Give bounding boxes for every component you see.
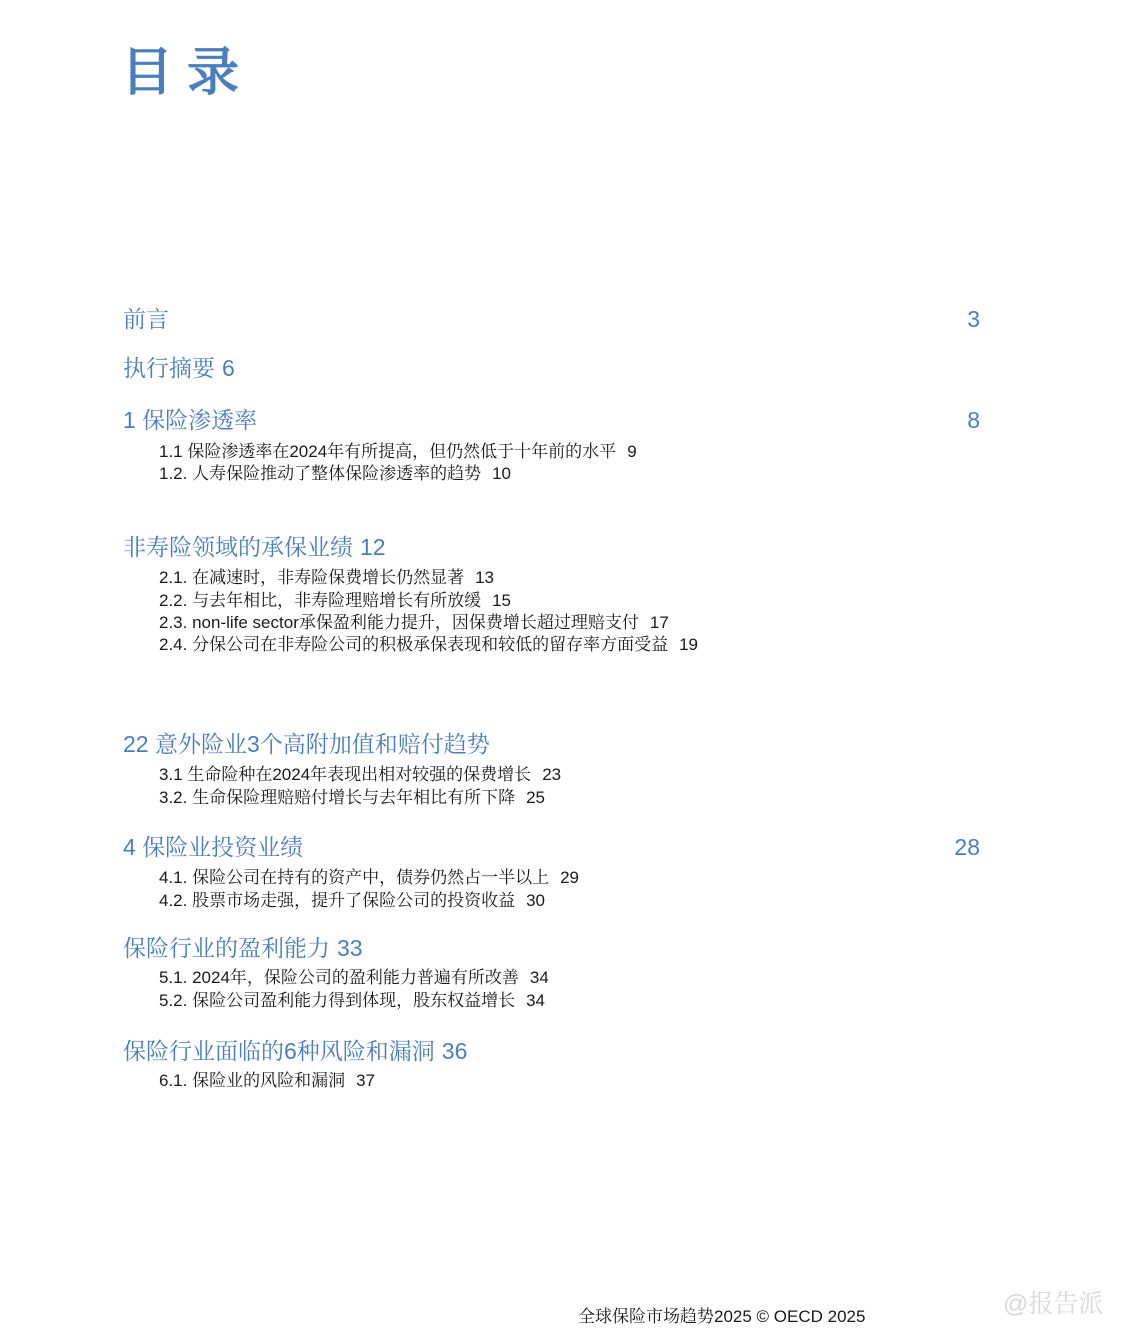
toc-entry-label: 非寿险领域的承保业绩 [123,534,353,560]
toc-page-number: 6 [222,355,235,381]
toc-entry-label: 4.2. 股票市场走强，提升了保险公司的投资收益 [159,891,516,910]
toc-page-number: 15 [492,591,511,610]
toc-entry-label: 保险行业面临的6种风险和漏洞 [123,1038,435,1064]
toc-entry-3-2[interactable] [123,787,980,809]
toc-entry-5-1[interactable] [123,967,980,989]
toc-entry-label: 1.2. 人寿保险推动了整体保险渗透率的趋势 [159,464,482,483]
page-footer: 全球保险市场趋势2025 © OECD 2025 [578,1307,866,1326]
toc-entry-label: 2.3. non-life sector承保盈利能力提升，因保费增长超过理赔支付 [159,613,639,632]
toc-page-number: 33 [337,935,363,961]
toc-entry-label: 22 意外险业3个高附加值和赔付趋势 [123,731,490,757]
toc-page-number: 34 [529,968,549,987]
toc-page-number: 8 [967,407,980,433]
toc-page-number: 25 [526,788,545,807]
toc-page-number: 19 [679,635,698,654]
toc-entry-6-1[interactable] [123,1070,980,1092]
table-of-contents [123,300,980,1092]
toc-entry-label: 2.4. 分保公司在非寿险公司的积极承保表现和较低的留存率方面受益 [159,635,669,654]
toc-entry-4-1[interactable] [123,867,980,889]
toc-entry-chapter-2[interactable] [123,534,980,560]
toc-entry-label: 保险行业的盈利能力 [123,935,330,961]
watermark: @报告派 [1003,1290,1104,1318]
toc-entry-1-1[interactable] [123,441,980,463]
toc-page-number: 23 [542,765,562,784]
toc-page-number: 17 [649,613,669,632]
toc-entry-chapter-4[interactable] [123,834,980,860]
toc-entry-3-1[interactable] [123,764,980,786]
toc-page-number: 9 [627,442,637,461]
toc-entry-chapter-5[interactable] [123,935,980,961]
toc-entry-label: 2.2. 与去年相比，非寿险理赔增长有所放缓 [159,591,482,610]
toc-page-number: 30 [526,891,545,910]
toc-page-number: 12 [360,534,386,560]
toc-entry-label: 3.2. 生命保险理赔赔付增长与去年相比有所下降 [159,788,516,807]
toc-page-number: 29 [560,868,579,887]
toc-page-number: 10 [492,464,511,483]
toc-entry-4-2[interactable] [123,890,980,912]
toc-page-number: 13 [475,568,494,587]
toc-entry-label: 1.1 保险渗透率在2024年有所提高，但仍然低于十年前的水平 [159,442,617,461]
toc-entry-preface[interactable] [123,306,980,332]
toc-entry-5-2[interactable] [123,990,980,1012]
toc-entry-label: 执行摘要 [123,355,215,381]
toc-entry-2-3[interactable] [123,612,980,634]
toc-entry-label: 4 保险业投资业绩 [123,834,304,860]
toc-entry-label: 1 保险渗透率 [123,407,258,433]
toc-entry-chapter-3[interactable] [123,731,980,757]
toc-entry-chapter-1[interactable] [123,407,980,433]
toc-entry-label: 4.1. 保险公司在持有的资产中，债券仍然占一半以上 [159,868,550,887]
toc-entry-2-1[interactable] [123,567,980,589]
toc-entry-2-4[interactable] [123,634,980,656]
toc-page-number: 37 [356,1071,376,1090]
toc-page-number: 3 [967,306,980,332]
toc-entry-label: 2.1. 在减速时，非寿险保费增长仍然显著 [159,568,465,587]
toc-entry-label: 前言 [123,306,169,332]
toc-page-number: 36 [441,1038,468,1064]
toc-entry-2-2[interactable] [123,590,980,612]
toc-entry-executive-summary[interactable] [123,355,980,381]
toc-entry-label: 5.2. 保险公司盈利能力得到体现，股东权益增长 [159,991,516,1010]
toc-entry-label: 3.1 生命险种在2024年表现出相对较强的保费增长 [159,765,532,784]
toc-entry-label: 5.1. 2024年，保险公司的盈利能力普遍有所改善 [159,968,519,987]
toc-entry-label: 6.1. 保险业的风险和漏洞 [159,1071,346,1090]
page-title: 目录 [121,44,254,102]
toc-page-number: 28 [954,834,980,860]
toc-entry-1-2[interactable] [123,463,980,485]
toc-entry-chapter-6[interactable] [123,1038,980,1064]
toc-page-number: 34 [526,991,545,1010]
